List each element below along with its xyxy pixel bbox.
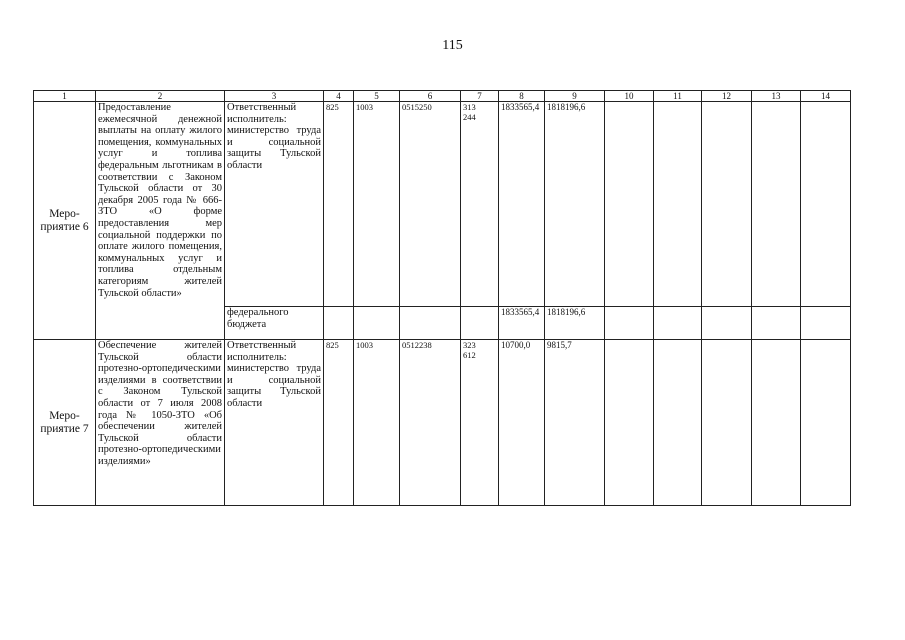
activity-label — [34, 102, 96, 340]
cell-c8: 10700,0 — [499, 340, 545, 506]
page-number: 115 — [442, 38, 463, 53]
cell-c14 — [801, 340, 851, 506]
column-number: 3 — [225, 91, 324, 102]
column-number: 6 — [400, 91, 461, 102]
column-number: 4 — [324, 91, 354, 102]
cell-c14 — [801, 307, 851, 340]
cell-c4: 825 — [324, 102, 354, 307]
cell-c11 — [654, 102, 702, 307]
executor-cell: Ответственный исполнитель: министерство труда и социальной защиты Тульской области — [225, 102, 324, 307]
cell-c6: 0512238 — [400, 340, 461, 506]
cell-c6: 0515250 — [400, 102, 461, 307]
executor-cell: федерального бюджета — [225, 307, 324, 340]
column-number: 5 — [354, 91, 400, 102]
cell-c8: 1833565,4 — [499, 307, 545, 340]
cell-c5: 1003 — [354, 102, 400, 307]
program-activities-table — [33, 90, 851, 506]
cell-c11 — [654, 307, 702, 340]
column-number: 10 — [605, 91, 654, 102]
table-row — [34, 340, 851, 506]
cell-c13 — [752, 307, 801, 340]
cell-c7 — [461, 307, 499, 340]
cell-c7: 323 612 — [461, 340, 499, 506]
cell-c5: 1003 — [354, 340, 400, 506]
cell-c4: 825 — [324, 340, 354, 506]
cell-c12 — [702, 307, 752, 340]
cell-c4 — [324, 307, 354, 340]
cell-c10 — [605, 102, 654, 307]
column-number: 1 — [34, 91, 96, 102]
column-number: 7 — [461, 91, 499, 102]
cell-c8: 1833565,4 — [499, 102, 545, 307]
column-number: 13 — [752, 91, 801, 102]
cell-c9: 9815,7 — [545, 340, 605, 506]
executor-cell: Ответственный исполнитель: министерство труда и социальной защиты Тульской области — [225, 340, 324, 506]
column-number: 2 — [96, 91, 225, 102]
activity-description: Предоставление ежемесячной денежной выплаты на оплату жилого помещения, коммунальных услуг и топлива федеральным льготникам в соответствии с Законом Тульской области от 30 декабря 2005 года № 666-ЗТО «О форме предоставления мер социальной поддержки по оплате жилого помещения, коммунальных услуг и топлива отдельным категориям жителей Тульской области» — [96, 102, 225, 340]
cell-c12 — [702, 102, 752, 307]
cell-c11 — [654, 340, 702, 506]
cell-c12 — [702, 340, 752, 506]
activity-label-text: Меро- приятие 6 — [40, 207, 89, 233]
cell-c10 — [605, 340, 654, 506]
cell-c13 — [752, 102, 801, 307]
cell-c9: 1818196,6 — [545, 102, 605, 307]
activity-label-text: Меро- приятие 7 — [40, 409, 89, 435]
column-number: 8 — [499, 91, 545, 102]
cell-c14 — [801, 102, 851, 307]
column-number: 12 — [702, 91, 752, 102]
column-number: 9 — [545, 91, 605, 102]
cell-c7: 313 244 — [461, 102, 499, 307]
cell-c13 — [752, 340, 801, 506]
column-number-row — [34, 91, 851, 102]
cell-c10 — [605, 307, 654, 340]
table-row — [34, 102, 851, 307]
column-number: 11 — [654, 91, 702, 102]
activity-label — [34, 340, 96, 506]
cell-c5 — [354, 307, 400, 340]
cell-c9: 1818196,6 — [545, 307, 605, 340]
cell-c6 — [400, 307, 461, 340]
activity-description: Обеспечение жителей Тульской области протезно-ортопедическими изделиями в соответствии с Законом Тульской области от 7 июля 2008 года № 1050-ЗТО «Об обеспечении жителей Тульской области протезно-ортопедическими изделиями» — [96, 340, 225, 506]
column-number: 14 — [801, 91, 851, 102]
